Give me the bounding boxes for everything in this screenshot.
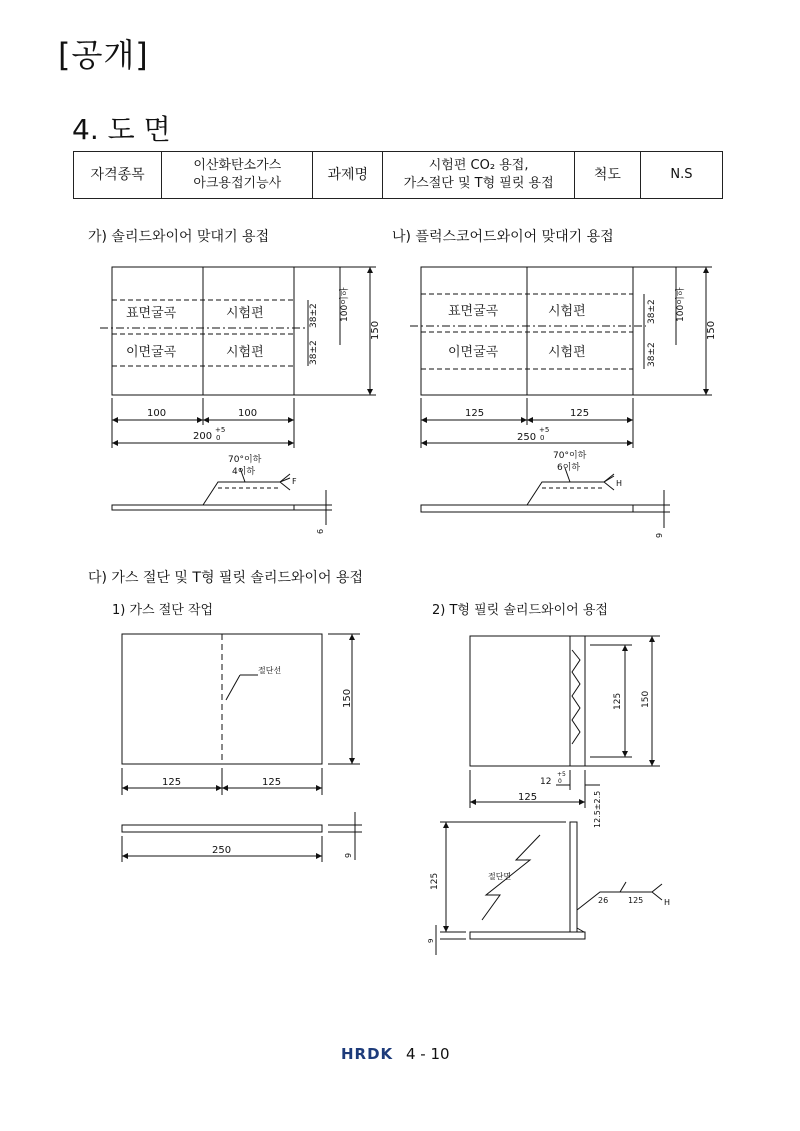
task-label: 과제명 (313, 152, 383, 199)
drawing-da-tfillet (436, 636, 662, 955)
da-dim-150: 150 (342, 688, 353, 708)
drawing-na-title: 나) 플럭스코어드와이어 맞대기 용접 (392, 229, 614, 245)
na-face-bend: 표면굴곡 (448, 304, 499, 319)
na-specimen2: 시험편 (548, 345, 586, 360)
t-dim-125h: 125 (518, 792, 538, 803)
ga-dim-total: 200 (193, 431, 213, 442)
qual-label: 자격종목 (74, 152, 162, 199)
t-leg: 26 (598, 896, 609, 905)
na-tol-top: +5 (539, 426, 550, 434)
drawing-da-title: 다) 가스 절단 및 T형 필릿 솔리드와이어 용접 (88, 570, 364, 586)
na-weld-symbol: H (616, 479, 623, 488)
scale-value: N.S (640, 152, 722, 199)
ga-dim-left: 100 (147, 408, 167, 419)
ga-tol-top: +5 (215, 426, 226, 434)
ga-face-bend: 표면굴곡 (126, 306, 177, 321)
t-weld-symbol: H (664, 898, 671, 907)
na-thickness: 9 (655, 532, 664, 538)
footer (341, 1045, 450, 1063)
ga-specimen2: 시험편 (226, 345, 264, 360)
hrdk-logo: HRDK (341, 1045, 394, 1063)
da-sub2: 2) T형 필릿 솔리드와이어 용접 (432, 603, 608, 618)
na-root-bend: 이면굴곡 (448, 345, 499, 360)
da-sub1: 1) 가스 절단 작업 (112, 603, 214, 618)
drawing-ga-title: 가) 솔리드와이어 맞대기 용접 (88, 229, 270, 245)
na-dim-150: 150 (706, 320, 717, 340)
task-line2: 가스절단 및 T형 필릿 용접 (403, 176, 554, 191)
na-dim-left: 125 (465, 408, 485, 419)
ga-weld-symbol: F (292, 477, 297, 486)
ga-dim-38a: 38±2 (309, 303, 319, 328)
t-length: 125 (628, 896, 644, 905)
na-specimen1: 시험편 (548, 304, 586, 319)
drawing-da-cut (122, 634, 362, 862)
na-dim-100: 100이하 (676, 287, 686, 322)
qual-line2: 아크용접기능사 (193, 176, 282, 191)
ga-tol-bot: 0 (216, 434, 221, 442)
ga-thickness: 6 (316, 528, 325, 534)
na-dim-38b: 38±2 (647, 342, 657, 367)
t-dim-side: 125 (430, 872, 440, 890)
na-dim-38a: 38±2 (647, 299, 657, 324)
ga-dim-100: 100이하 (340, 287, 350, 322)
ga-angle: 70°이하 (228, 455, 262, 465)
qual-line1: 이산화탄소가스 (193, 158, 282, 173)
ga-root-bend: 이면굴곡 (126, 345, 177, 360)
na-dim-total: 250 (517, 432, 537, 443)
task-line1: 시험편 CO₂ 용접, (428, 158, 529, 173)
t-dim-125v: 125 (613, 692, 623, 710)
ga-dim-38b: 38±2 (309, 340, 319, 365)
t-tol-top: +5 (557, 771, 566, 778)
section-title: 4. 도 면 (72, 113, 171, 146)
da-dim-right: 125 (262, 777, 282, 788)
na-gap: 6이하 (557, 463, 581, 473)
na-dim-right: 125 (570, 408, 590, 419)
t-tol-bot: 0 (558, 778, 562, 785)
t-thickness: 9 (427, 938, 435, 943)
da-thickness: 9 (344, 852, 353, 858)
na-angle: 70°이하 (553, 451, 587, 461)
document-tag: [공개] (58, 36, 149, 74)
da-dim-left: 125 (162, 777, 182, 788)
ga-gap: 4이하 (232, 467, 256, 477)
t-cut-face: 절단면 (488, 872, 512, 881)
ga-dim-150: 150 (370, 320, 381, 340)
t-dim-150: 150 (641, 690, 651, 708)
page-number: 4 - 10 (405, 1045, 450, 1063)
na-tol-bot: 0 (540, 434, 545, 442)
t-dim-12: 12 (540, 777, 552, 787)
da-dim-total: 250 (212, 845, 232, 856)
ga-dim-right: 100 (238, 408, 258, 419)
scale-label: 척도 (574, 152, 640, 199)
t-dim-offset: 12.5±2.5 (593, 790, 602, 828)
ga-specimen1: 시험편 (226, 306, 264, 321)
da-cut-line: 절단선 (258, 666, 282, 675)
